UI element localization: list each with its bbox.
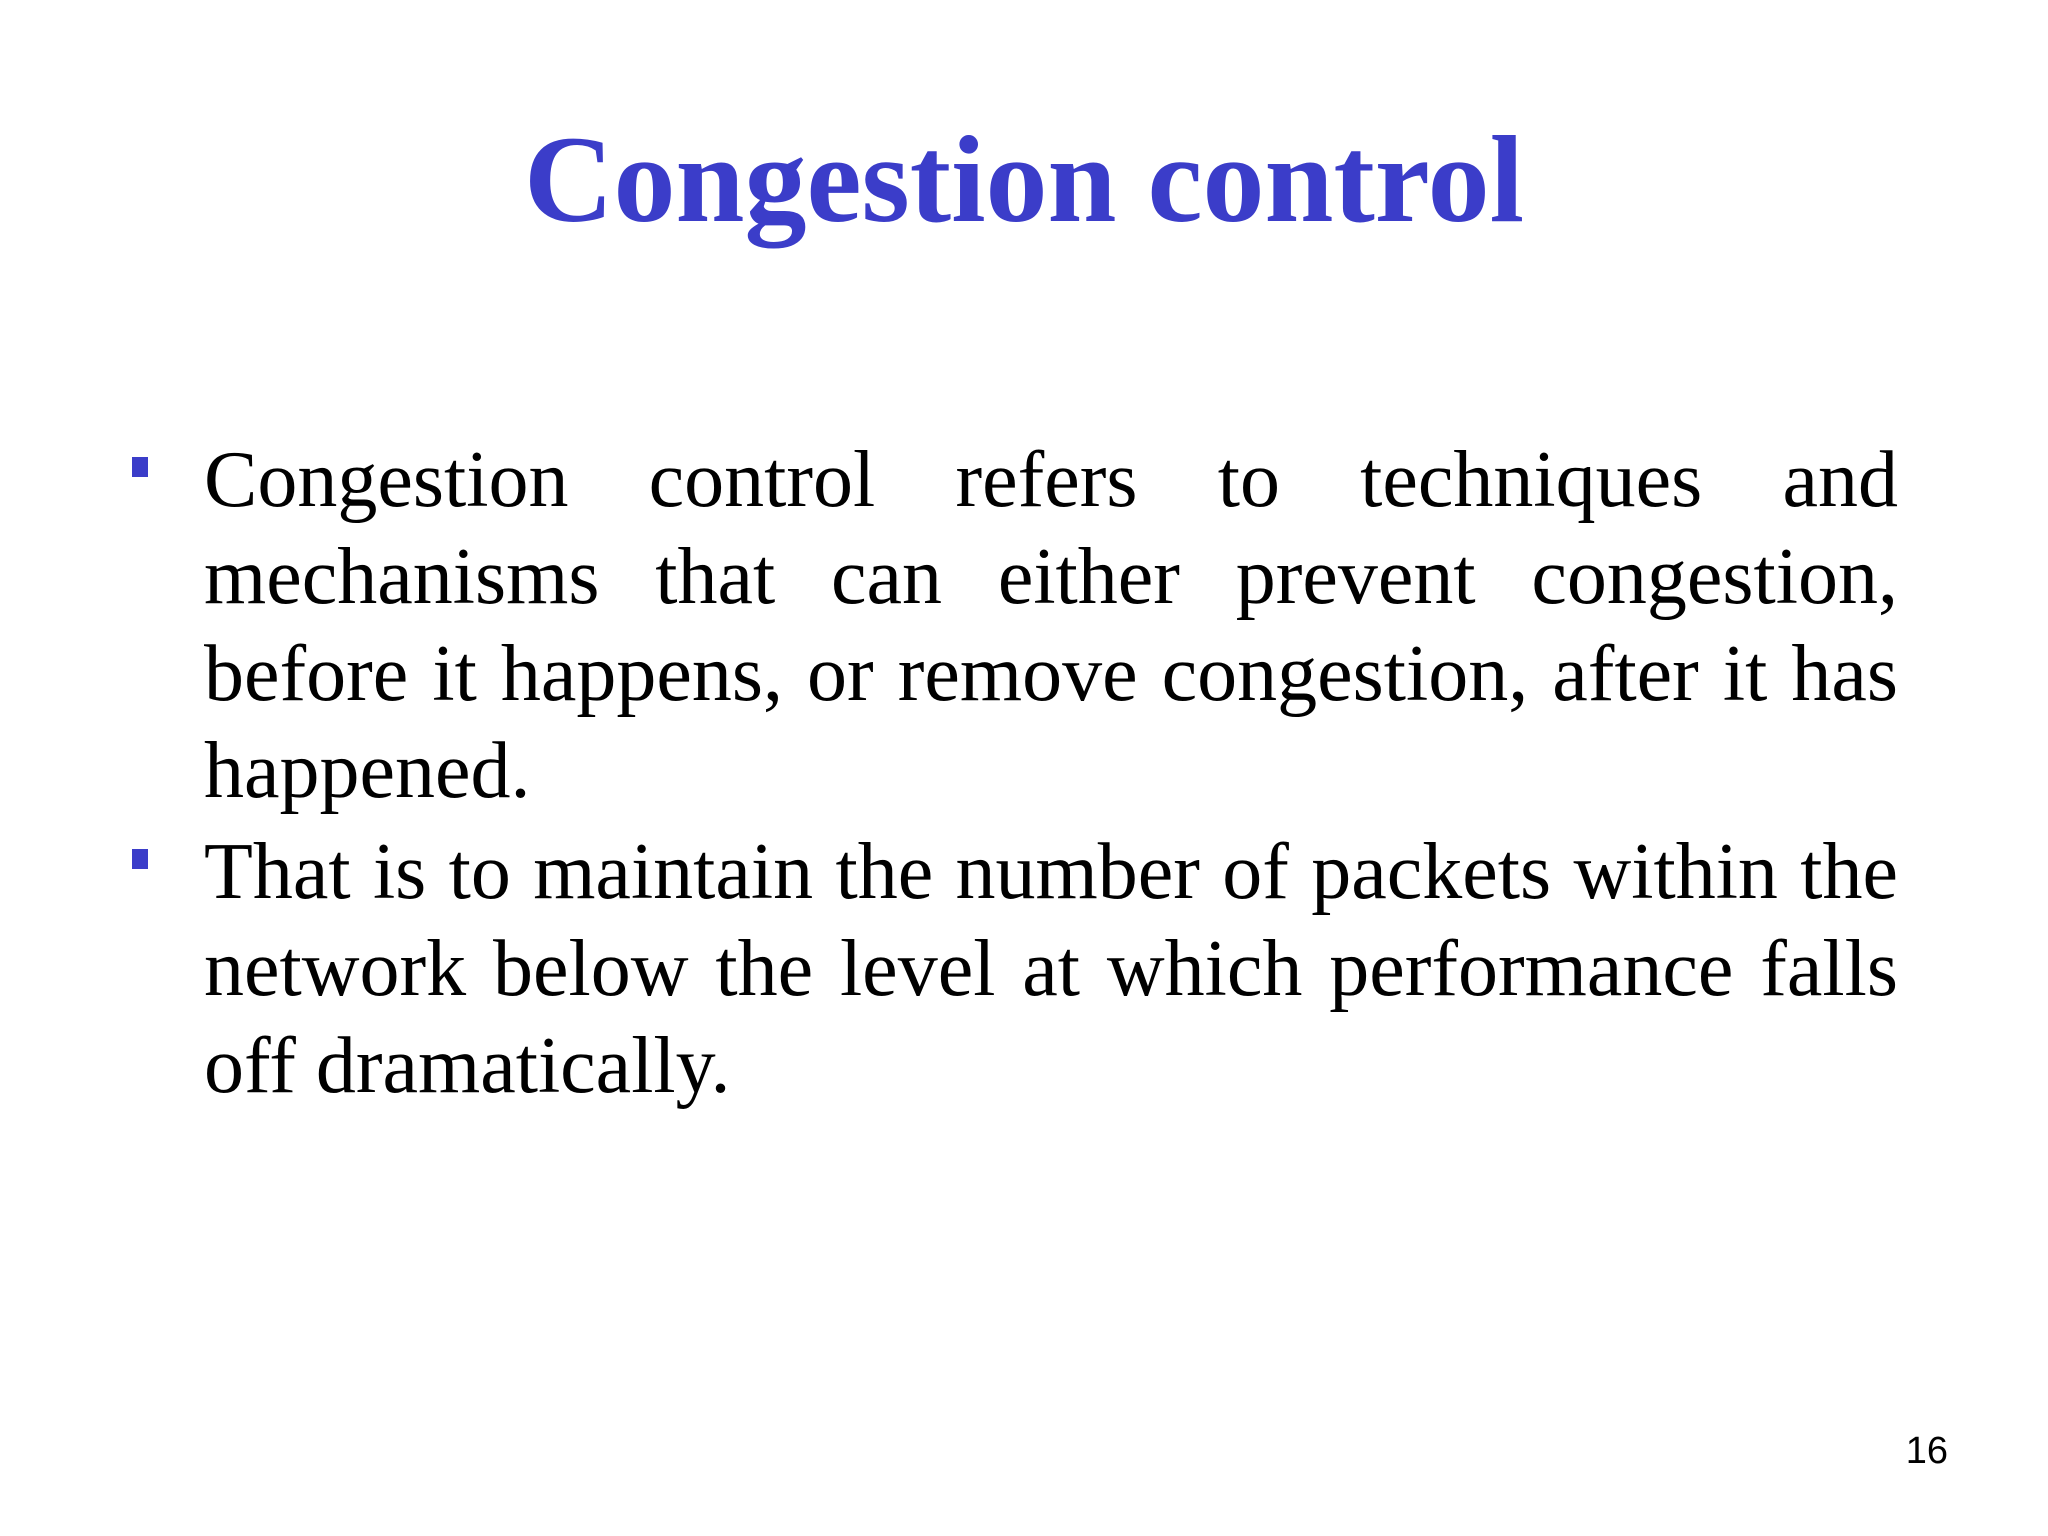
page-number: 16	[1905, 1430, 1948, 1472]
bullet-item	[128, 432, 1898, 820]
bullet-text: That is to maintain the number of packets within the network below the level at which performance falls off dramatically.	[204, 828, 1898, 1110]
square-bullet-icon	[132, 457, 148, 477]
square-bullet-icon	[132, 849, 148, 869]
bullet-text: Congestion control refers to techniques and mechanisms that can either prevent congestion, before it happens, or remove congestion, after it has happened.	[204, 436, 1898, 815]
bullet-list	[128, 432, 1898, 1119]
bullet-item	[128, 824, 1898, 1115]
slide-title: Congestion control	[523, 111, 1525, 248]
